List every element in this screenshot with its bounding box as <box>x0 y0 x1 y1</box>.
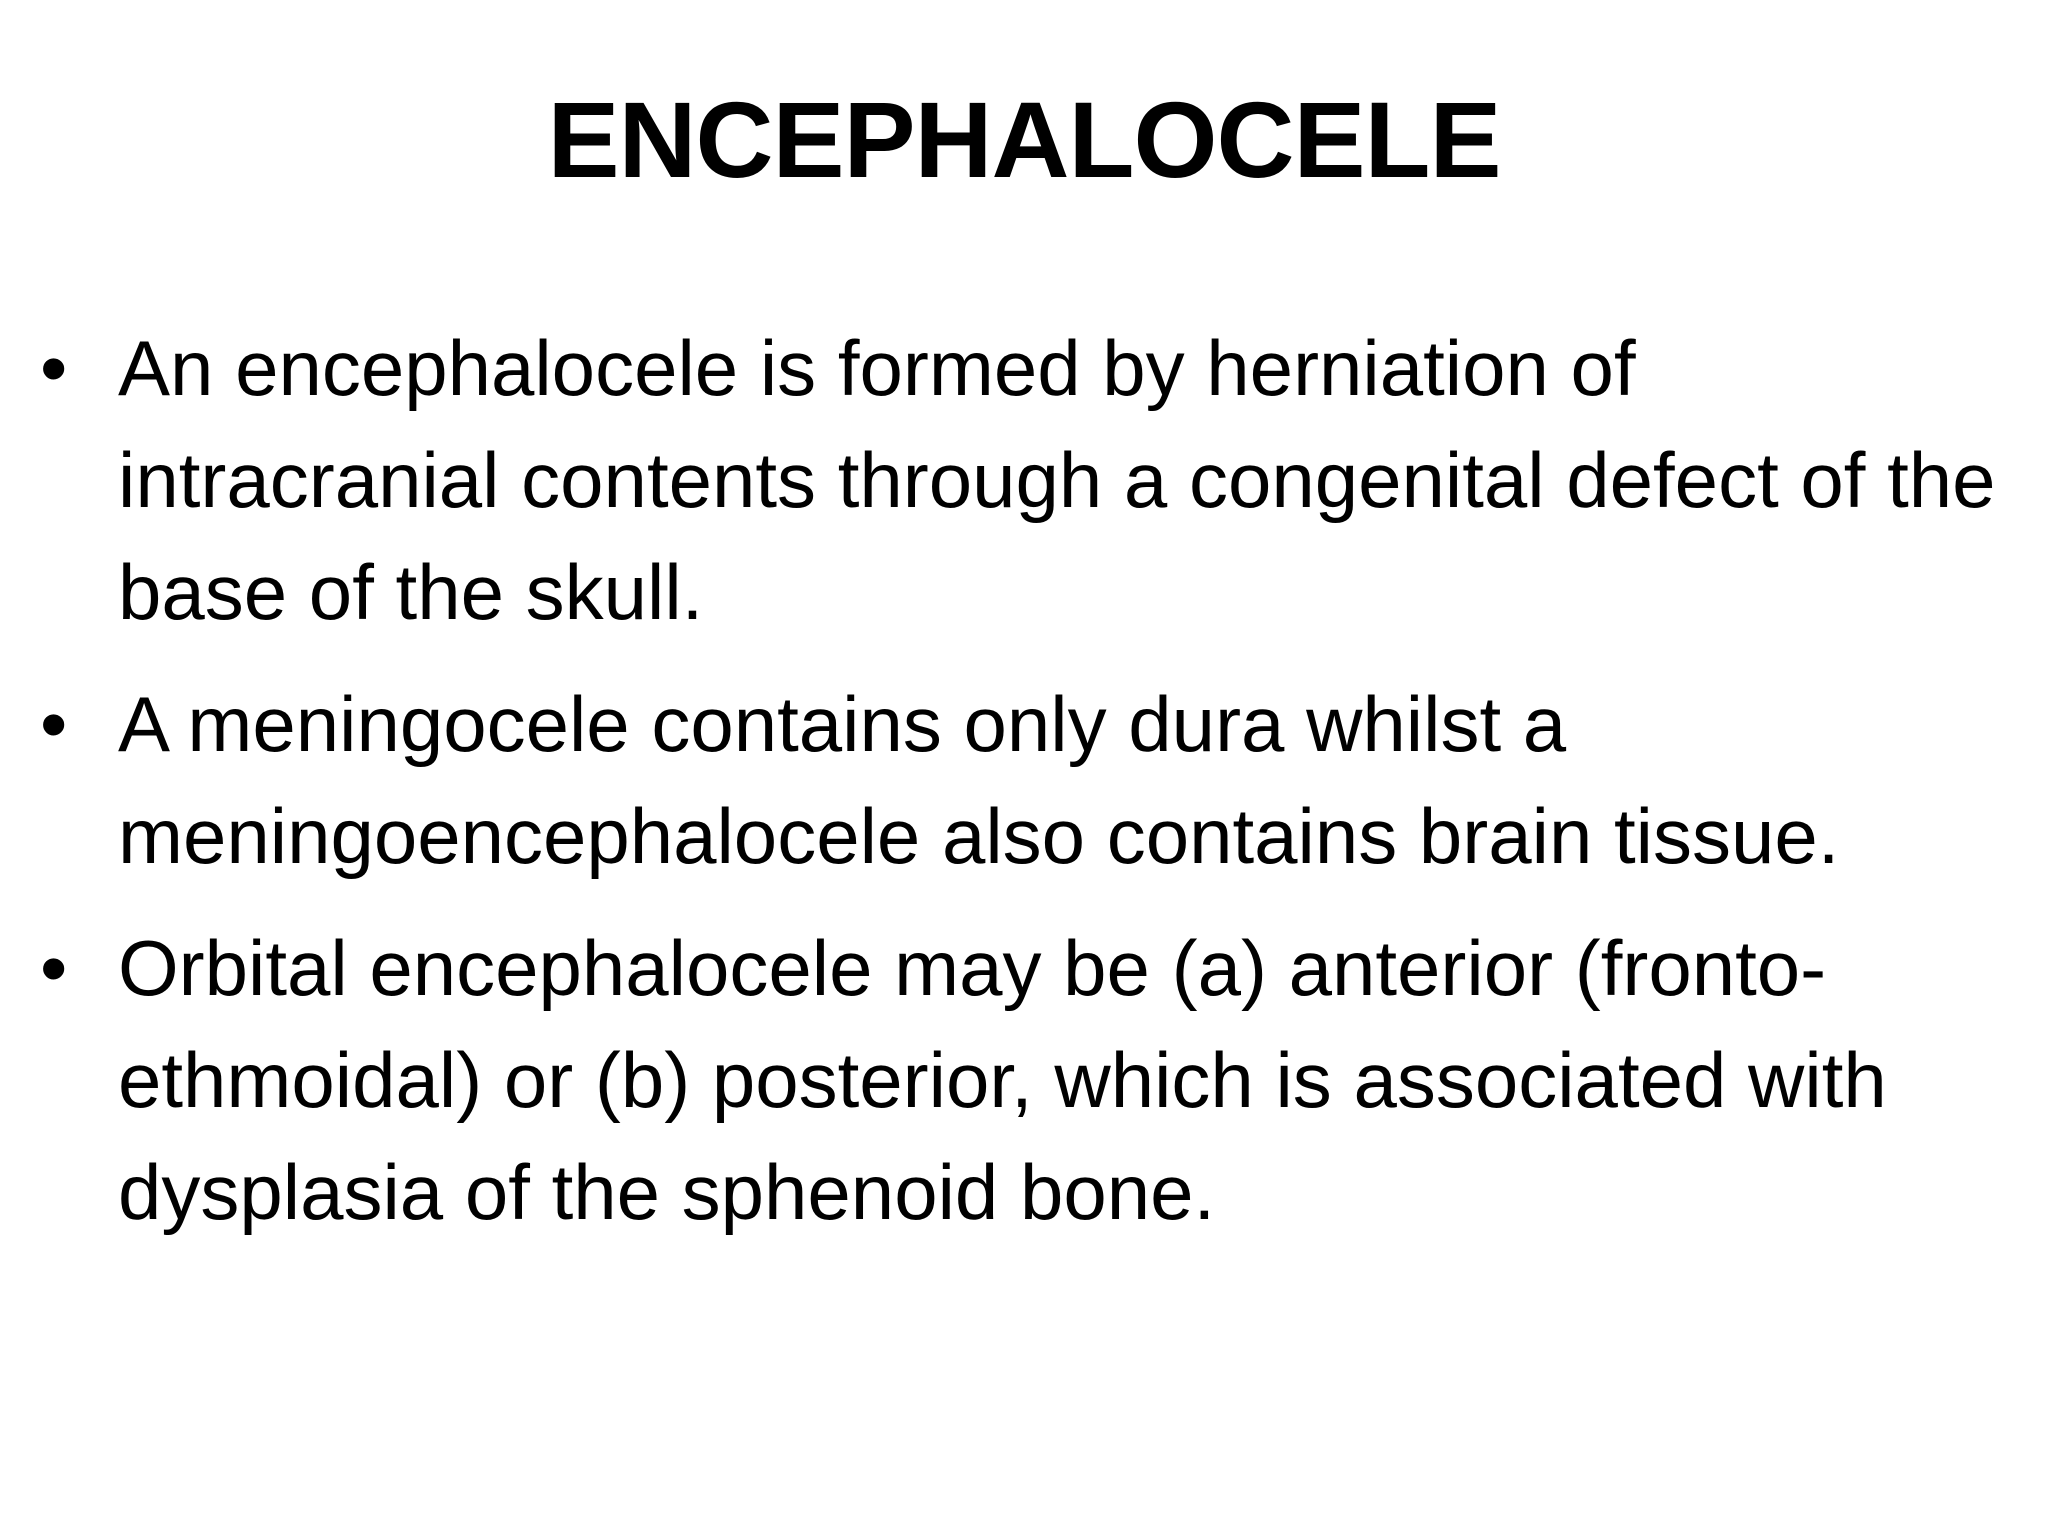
bullet-text: A meningocele contains only dura whilst a meningoencephalocele also contains brain tissue. <box>118 680 1840 880</box>
slide-title: ENCEPHALOCELE <box>547 79 1501 200</box>
bullet-item <box>36 912 2026 1248</box>
bullet-icon: • <box>40 924 68 1012</box>
bullet-item <box>36 312 2026 648</box>
bullet-list <box>36 312 2026 1268</box>
bullet-icon: • <box>40 680 68 768</box>
bullet-item <box>36 668 2026 892</box>
bullet-text: An encephalocele is formed by herniation of intracranial contents through a congenital defect of the base of the skull. <box>118 324 1996 636</box>
bullet-icon: • <box>40 324 68 412</box>
bullet-text: Orbital encephalocele may be (a) anterior (fronto-ethmoidal) or (b) posterior, which is associated with dysplasia of the sphenoid bone. <box>118 924 1887 1236</box>
